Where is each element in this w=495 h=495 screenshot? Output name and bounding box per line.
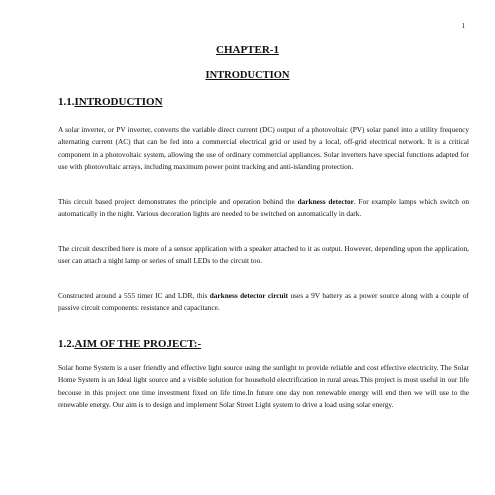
chapter-title: INTRODUCTION	[205, 70, 290, 81]
chapter-heading: CHAPTER-1	[216, 44, 279, 56]
bold-term: darkness detector circuit	[209, 291, 289, 300]
section-title: AIM OF THE PROJECT:-	[74, 338, 202, 350]
page-number: 1	[461, 22, 465, 30]
paragraph-text: . For example lamps which switch on automatically in the night. Various decoration lights are needed to be switched on automatically in dark.	[58, 197, 470, 218]
paragraph-text: Constructed around a 555 timer IC and LDR, this	[58, 291, 210, 300]
section-title: INTRODUCTION	[74, 96, 163, 108]
paragraph-555-timer	[58, 290, 469, 314]
paragraph-aim: Solar home System is a user friendly and effective light source using the sunlight to provide reliable and cost effective electricity. The Solar Home System is an Ideal light source and a visible solution for household electrification in rural areas.This project is most useful in our life becouse in this project one time investment fixed on life time.In future one day non renewable energy will end then we will use to the renewable energy. Our aim is to design and implement Solar Street Light system to drive a load using solar energy.	[58, 363, 469, 409]
section-heading-aim	[58, 338, 201, 350]
paragraph-sensor-application: The circuit described here is more of a sensor application with a speaker attached to it as output. However, depending upon the application, user can attach a night lamp or series of small LEDs to the circuit too.	[58, 244, 469, 265]
bold-term: darkness detector	[297, 197, 354, 206]
section-number: 1.1.	[58, 96, 75, 108]
section-heading-introduction	[58, 96, 163, 108]
paragraph-darkness-detector	[58, 196, 469, 220]
paragraph-text: This circuit based project demonstrates the principle and operation behind the	[58, 197, 298, 206]
section-number: 1.2.	[58, 338, 75, 350]
paragraph-solar-inverter: A solar inverter, or PV inverter, converts the variable direct current (DC) output of a photovoltaic (PV) solar panel into a utility frequency alternating current (AC) that can be fed into a commercial electrical grid or used by a local, off-grid electrical network. It is a critical component in a photovoltaic system, allowing the use of ordinary commercial appliances. Solar inverters have special functions adapted for use with photovoltaic arrays, including maximum power point tracking and anti-islanding protection.	[58, 125, 469, 171]
paragraph-text: uses a 9V battery as a power source along with a couple of passive circuit components: resistance and capacitance.	[58, 291, 469, 312]
